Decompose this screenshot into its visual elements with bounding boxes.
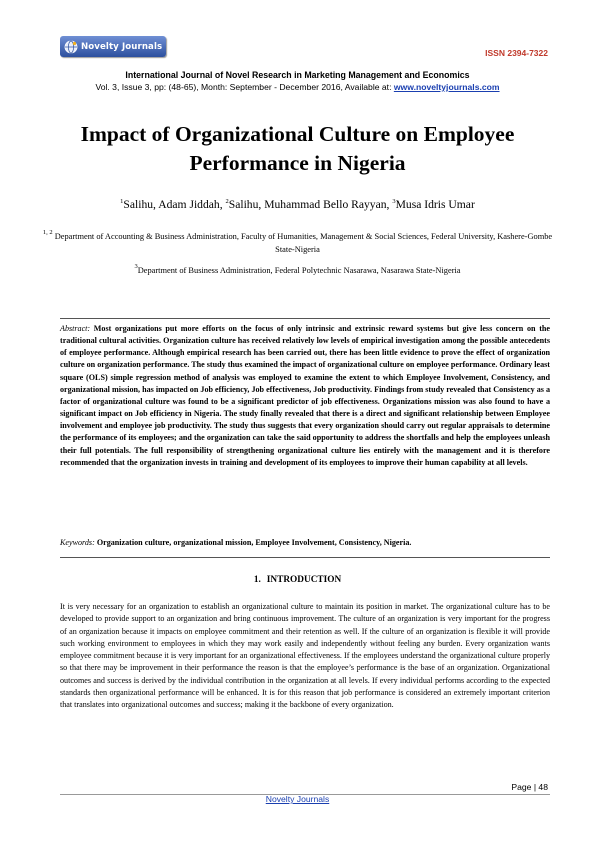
page-number: Page | 48 bbox=[511, 782, 548, 792]
affiliation-2-sup: 3 bbox=[134, 263, 138, 270]
footer-journal-link[interactable]: Novelty Journals bbox=[265, 794, 330, 804]
affiliation-2-text: Department of Business Administration, Federal Polytechnic Nasarawa, Nasarawa State-Nigeria bbox=[137, 266, 461, 275]
introduction-paragraph: It is very necessary for an organization to establish an organizational culture to maintain its position in market. The organizational culture has to be developed to provide support to an organization and bring continuous improvement. The culture of an organization is very important for the progress of an organization because it impacts on employee commitment and their retention as well. If the culture of an organization is flexible it will provide such working environment to employees in which they may work easily and independently without feeling any burden. Every organization wants employee commitment because it is very important for an organizational effectiveness. If the employees understand the organizational culture properly so that there may be improvement in their performance the reason is that the employee’s performance is the base of an organization. Organizational outcomes and success is derived by the individual contribution in the organization at all levels. If every individual performs according to the expected standards then organizational performance will be enhanced. It is for this reason that job performance is considered an extremely important criterion that translates into organizational outcomes and success; making it the backbone of every organization. bbox=[60, 602, 550, 710]
section-heading bbox=[0, 575, 595, 585]
affiliation-1 bbox=[40, 227, 555, 256]
author-1-name: Salihu, Adam Jiddah, bbox=[123, 198, 226, 211]
abstract-top-rule bbox=[60, 318, 550, 319]
journal-meta bbox=[0, 82, 595, 92]
logo-text: Novelty Journals bbox=[81, 41, 163, 52]
author-2-sup: 2 bbox=[225, 198, 229, 205]
affiliation-1-sup: 1, 2 bbox=[42, 229, 53, 236]
issn-label: ISSN 2394-7322 bbox=[485, 48, 548, 58]
journal-website-link[interactable]: www.noveltyjournals.com bbox=[393, 82, 500, 92]
keywords-text: Organization culture, organizational mission, Employee Involvement, Consistency, Nigeria. bbox=[96, 538, 412, 547]
section-number: 1. bbox=[253, 575, 261, 585]
abstract-bottom-rule bbox=[60, 557, 550, 558]
affiliation-1-text: Department of Accounting & Business Administration, Faculty of Humanities, Management & Social Sciences, Federal University, Kashere-Gombe State-Nigeria bbox=[54, 232, 553, 254]
paper-title: Impact of Organizational Culture on Employee Performance in Nigeria bbox=[80, 122, 515, 175]
footer bbox=[0, 794, 595, 804]
journal-meta-text: Vol. 3, Issue 3, pp: (48-65), Month: September - December 2016, Available at: bbox=[95, 82, 392, 92]
author-1-sup: 1 bbox=[120, 198, 124, 205]
author-2-name: Salihu, Muhammad Bello Rayyan, bbox=[228, 198, 393, 211]
globe-icon bbox=[64, 40, 78, 54]
keywords-label: Keywords: bbox=[60, 538, 95, 547]
journal-logo bbox=[60, 36, 166, 57]
keywords bbox=[60, 538, 550, 547]
affiliation-2 bbox=[40, 261, 555, 278]
journal-title: International Journal of Novel Research in Marketing Management and Economics bbox=[125, 70, 470, 80]
section-title: INTRODUCTION bbox=[266, 575, 342, 585]
author-3-sup: 3 bbox=[392, 198, 396, 205]
abstract-label: Abstract: bbox=[60, 324, 91, 333]
abstract bbox=[60, 323, 550, 469]
author-list bbox=[0, 198, 595, 211]
author-3-name: Musa Idris Umar bbox=[395, 198, 475, 211]
abstract-text: Most organizations put more efforts on the focus of only intrinsic and extrinsic reward systems but give less concern on the traditional cultural activities. Organization culture has received relatively low levels of empirical investigation among the possible antecedents of employee performance. Although empirical research has been carried out, there has been little evidence to prove the effect of organization culture on organization performance. The study thus examined the impact of organizational culture on employee performance. Ordinary least square (OLS) simple regression method of analysis was employed to examine the extent to which Employee Involvement, Consistency, and organizational mission, has impacted on Job efficiency, Job effectiveness, Job productivity. Findings from study revealed that Consistency as a factor of organizational culture was found to be a significant predictor of job effectiveness. Organizations mission was also found to have a significant impact on Job efficiency in Nigeria. The study finally revealed that there is a direct and significant relationship between Employee involvement and employee job productivity. The study thus suggests that every organization should carry out regular appraisals to determine the performance of its employees; and the organization can take the said opportunity to address the shortfalls and help the employees unleash their full potentials. The full responsibility of strengthening organizational culture lies entirely with the management and it is therefore recommended that the organization invests in training and development of its employees to improve their human capability at all levels. bbox=[60, 324, 550, 467]
